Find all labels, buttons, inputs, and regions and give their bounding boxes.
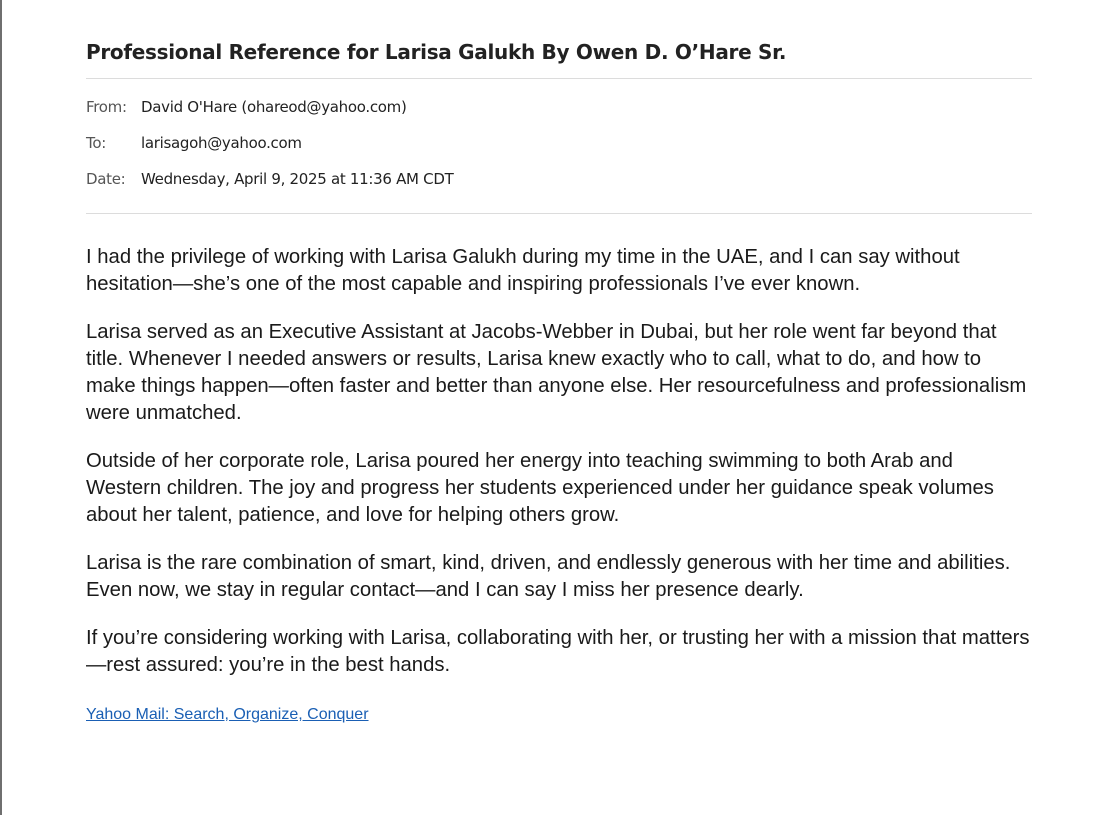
email-subject: Professional Reference for Larisa Galukh By Owen D. O’Hare Sr. [86,38,1032,79]
body-paragraph-5: If you’re considering working with Larisa, collaborating with her, or trusting her with a mission that matters—rest assured: you’re in the best hands. [86,627,1030,676]
from-value: David O'Hare (ohareod@yahoo.com) [141,98,407,116]
to-label: To: [86,134,106,152]
body-paragraph-2: Larisa served as an Executive Assistant at Jacobs-Webber in Dubai, but her role went far beyond that title. Whenever I needed answers or results, Larisa knew exactly who to call, what to do, and how to make things happen—often faster and better than anyone else. Her resourcefulness and professionalism were unmatched. [86,321,1027,424]
window-left-border [0,0,2,815]
body-paragraph-4: Larisa is the rare combination of smart, kind, driven, and endlessly generous with her time and abilities. Even now, we stay in regular contact—and I can say I miss her presence dearly. [86,552,1011,601]
from-label: From: [86,98,127,116]
to-row [86,125,1032,161]
date-label: Date: [86,170,126,188]
body-paragraph-1: I had the privilege of working with Larisa Galukh during my time in the UAE, and I can say without hesitation—she’s one of the most capable and inspiring professionals I’ve ever known. [86,246,960,295]
email-header-meta [86,79,1032,214]
date-row [86,161,1032,197]
yahoo-mail-signature-link[interactable]: Yahoo Mail: Search, Organize, Conquer [86,706,369,723]
date-value: Wednesday, April 9, 2025 at 11:36 AM CDT [141,170,454,188]
email-message [86,38,1032,728]
body-paragraph-3: Outside of her corporate role, Larisa poured her energy into teaching swimming to both Arab and Western children. The joy and progress her students experienced under her guidance speak volumes about her talent, patience, and love for helping others grow. [86,450,994,526]
email-body [86,214,1032,728]
to-value: larisagoh@yahoo.com [141,134,302,152]
from-row [86,89,1032,125]
